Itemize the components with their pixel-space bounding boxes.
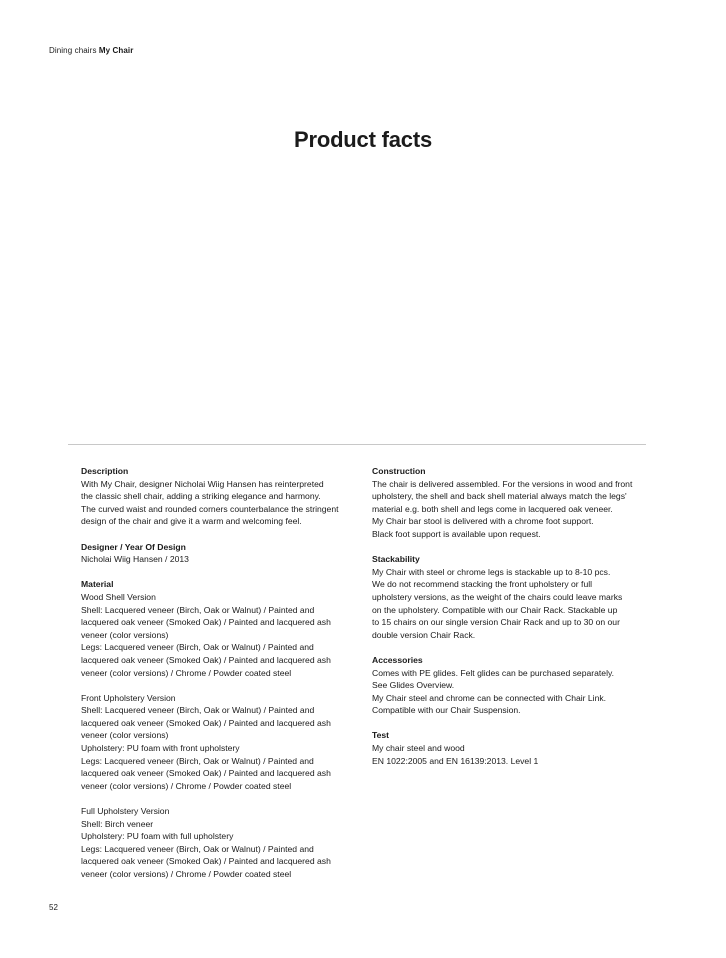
section-text-line: veneer (color versions) / Chrome / Powder coated steel (81, 667, 292, 678)
section-construction (372, 465, 654, 541)
section-text-line: My chair steel and wood (372, 743, 465, 754)
section-text-line: lacquered oak veneer (Smoked Oak) / Painted and lacquered ash (81, 717, 331, 728)
section-description (81, 465, 363, 528)
section-text-line: We do not recommend stacking the front upholstery or full (372, 579, 593, 590)
section-heading: Stackability (372, 554, 420, 565)
section-heading: Accessories (372, 654, 423, 665)
section-text-line: EN 1022:2005 and EN 16139:2013. Level 1 (372, 755, 539, 766)
section-text-line: Upholstery: PU foam with full upholstery (81, 831, 234, 842)
section-text-line: See Glides Overview. (372, 680, 455, 691)
section-heading: Description (81, 466, 129, 476)
section-text-line: Legs: Lacquered veneer (Birch, Oak or Walnut) / Painted and (81, 843, 314, 854)
section-text-line: My Chair bar stool is delivered with a chrome foot support. (372, 516, 594, 527)
section-text-line: My Chair with steel or chrome legs is stackable up to 8-10 pcs. (372, 566, 611, 577)
section-text-line: Full Upholstery Version (81, 806, 170, 817)
section-text-line: With My Chair, designer Nicholai Wiig Hansen has reinterpreted (81, 478, 324, 489)
section-heading: Material (81, 579, 114, 590)
section-text-line: upholstery versions, as the weight of the chairs could leave marks (372, 591, 623, 602)
section-text-line: Black foot support is available upon request. (372, 528, 541, 539)
section-heading: Designer / Year Of Design (81, 541, 186, 552)
section-accessories (372, 654, 654, 717)
section-text-line: lacquered oak veneer (Smoked Oak) / Painted and lacquered ash (81, 768, 331, 779)
section-text-line: design of the chair and give it a warm and welcoming feel. (81, 516, 302, 527)
section-heading: Test (372, 730, 390, 741)
right-column (372, 465, 654, 780)
section-designer-year-of-design (81, 541, 363, 566)
page-number: 52 (49, 903, 58, 912)
section-text-line: veneer (color versions) (81, 730, 169, 741)
section-text-line: Comes with PE glides. Felt glides can be purchased separately. (372, 667, 615, 678)
section-text-line: veneer (color versions) / Chrome / Powder coated steel (81, 869, 292, 879)
section-text-line: to 15 chairs on our single version Chair Rack and up to 30 on our (372, 617, 620, 628)
section-text-line: My Chair steel and chrome can be connected with Chair Link. (372, 692, 607, 703)
section-material (81, 578, 363, 679)
section-text-line: lacquered oak veneer (Smoked Oak) / Painted and lacquered ash (81, 856, 331, 867)
section-text-line: Legs: Lacquered veneer (Birch, Oak or Walnut) / Painted and (81, 642, 314, 653)
section-stackability (372, 553, 654, 641)
section-text-line: Front Upholstery Version (81, 692, 176, 703)
page-title: Product facts (294, 127, 432, 152)
section-text-line: Shell: Birch veneer (81, 818, 154, 829)
section-text-line: The curved waist and rounded corners counterbalance the stringent (81, 503, 339, 514)
section-heading: Construction (372, 466, 426, 476)
divider (68, 444, 646, 445)
section-text-line: veneer (color versions) (81, 629, 169, 640)
section-text-line: lacquered oak veneer (Smoked Oak) / Painted and lacquered ash (81, 617, 331, 628)
section-text-line: double version Chair Rack. (372, 629, 476, 640)
section-text-line: The chair is delivered assembled. For the versions in wood and front (372, 478, 633, 489)
section-text-line: Shell: Lacquered veneer (Birch, Oak or Walnut) / Painted and (81, 604, 315, 615)
section-text-line: Wood Shell Version (81, 591, 156, 602)
section-text-line: Shell: Lacquered veneer (Birch, Oak or Walnut) / Painted and (81, 705, 315, 716)
breadcrumb-product: My Chair (98, 46, 134, 55)
breadcrumb (49, 46, 133, 55)
section-text-line: veneer (color versions) / Chrome / Powder coated steel (81, 780, 292, 791)
section-text-line: Compatible with our Chair Suspension. (372, 705, 521, 716)
section-text-line: Legs: Lacquered veneer (Birch, Oak or Walnut) / Painted and (81, 755, 314, 766)
section-text-line: on the upholstery. Compatible with our Chair Rack. Stackable up (372, 604, 618, 615)
section-text-line: lacquered oak veneer (Smoked Oak) / Painted and lacquered ash (81, 654, 331, 665)
section-continued-3 (81, 692, 363, 793)
section-text-line: Nicholai Wiig Hansen / 2013 (81, 554, 189, 565)
section-text-line: material e.g. both shell and legs come in lacquered oak veneer. (372, 503, 613, 514)
section-text-line: the classic shell chair, adding a striking elegance and harmony. (81, 491, 321, 502)
section-text-line: Upholstery: PU foam with front upholstery (81, 743, 240, 754)
section-continued-4 (81, 805, 363, 881)
section-text-line: upholstery, the shell and back shell material always match the legs' (372, 491, 627, 502)
section-test (372, 729, 654, 767)
breadcrumb-category: Dining chairs (49, 46, 97, 55)
left-column (81, 465, 363, 893)
